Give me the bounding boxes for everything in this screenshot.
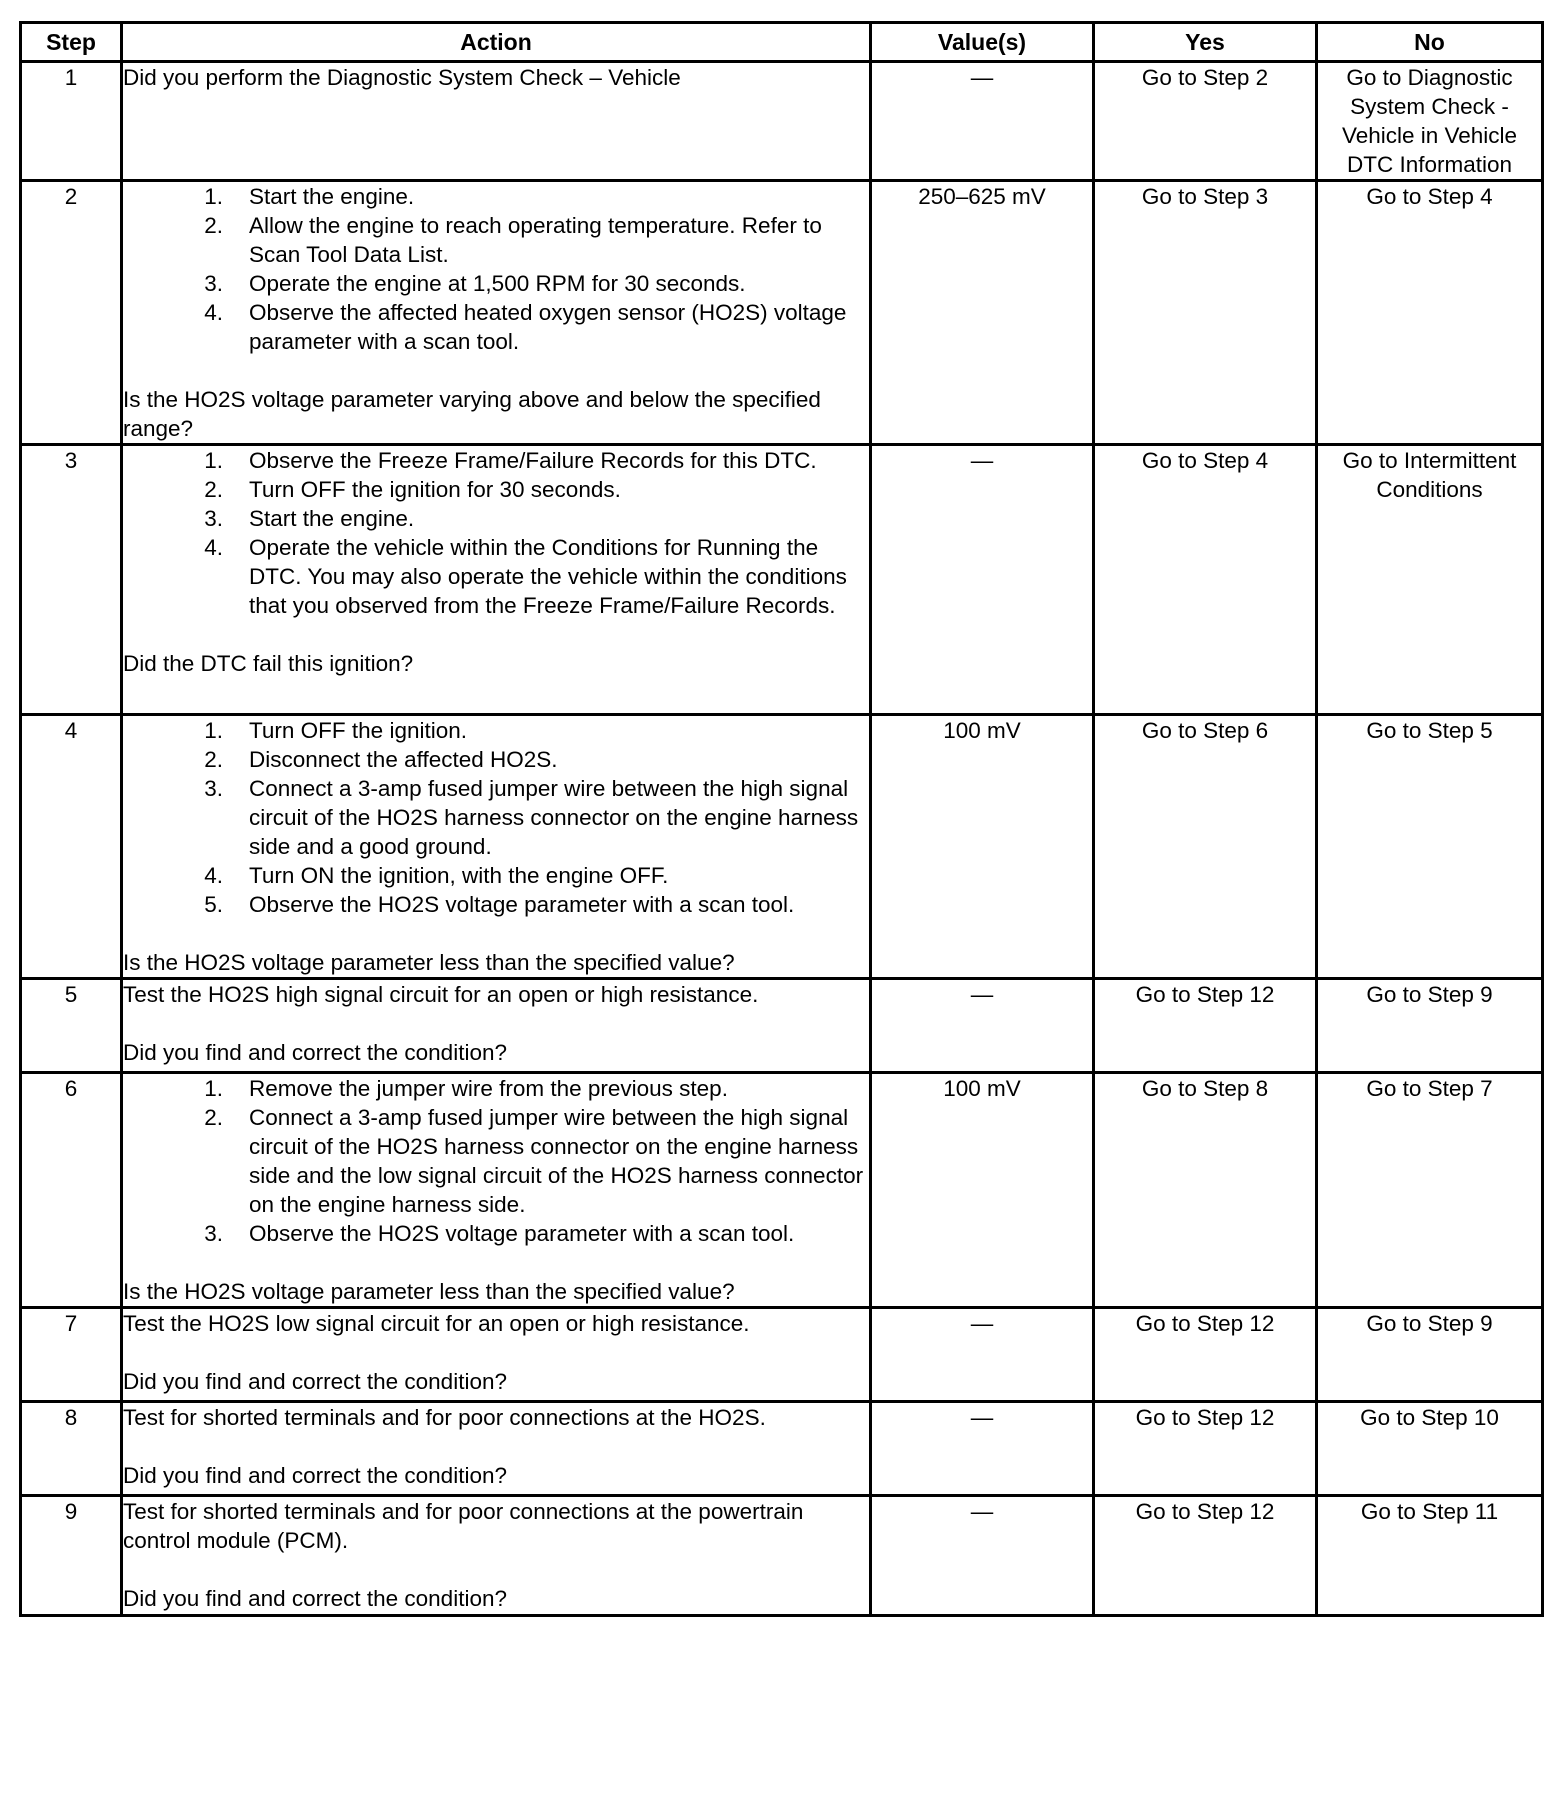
- value-cell: 100 mV: [871, 715, 1094, 979]
- action-question: Is the HO2S voltage parameter less than the specified value?: [123, 1279, 735, 1304]
- action-step-item: 3. Observe the HO2S voltage parameter with a scan tool.: [204, 1221, 795, 1246]
- table-row: [21, 1496, 1543, 1616]
- value-cell: —: [871, 979, 1094, 1073]
- no-cell: Go to Step 7: [1317, 1073, 1543, 1308]
- table-row: [21, 445, 1543, 715]
- action-cell: [122, 715, 871, 979]
- yes-cell: Go to Step 12: [1094, 1496, 1317, 1616]
- action-question: Did the DTC fail this ignition?: [123, 651, 414, 676]
- step-number: 2: [21, 181, 122, 445]
- header-values: Value(s): [871, 23, 1094, 62]
- action-cell: [122, 1402, 871, 1496]
- action-question: Did you find and correct the condition?: [123, 1463, 507, 1488]
- step-number: 4: [21, 715, 122, 979]
- action-intro: Test the HO2S high signal circuit for an open or high resistance.: [123, 982, 759, 1007]
- no-cell: Go to Intermittent Conditions: [1317, 445, 1543, 715]
- step-number: 5: [21, 979, 122, 1073]
- action-step-item: 1. Start the engine.: [204, 184, 415, 209]
- header-yes: Yes: [1094, 23, 1317, 62]
- yes-cell: Go to Step 3: [1094, 181, 1317, 445]
- action-step-item: 4. Observe the affected heated oxygen sensor (HO2S) voltage parameter with a scan tool.: [204, 300, 847, 354]
- yes-cell: Go to Step 12: [1094, 1308, 1317, 1402]
- action-step-item: 1. Observe the Freeze Frame/Failure Records for this DTC.: [204, 448, 817, 473]
- no-cell: Go to Step 10: [1317, 1402, 1543, 1496]
- action-step-item: 4. Operate the vehicle within the Conditions for Running the DTC. You may also operate the vehicle within the conditions that you observed from the Freeze Frame/Failure Records.: [204, 535, 847, 618]
- value-cell: 250–625 mV: [871, 181, 1094, 445]
- action-steps: [123, 182, 869, 356]
- action-steps: [123, 446, 869, 620]
- action-step-item: 4. Turn ON the ignition, with the engine OFF.: [204, 863, 669, 888]
- step-number: 1: [21, 62, 122, 181]
- action-cell: [122, 445, 871, 715]
- no-cell: Go to Diagnostic System Check - Vehicle in Vehicle DTC Information: [1317, 62, 1543, 181]
- header-row: [21, 23, 1543, 62]
- action-question: Is the HO2S voltage parameter less than the specified value?: [123, 950, 735, 975]
- diagnostic-table: [19, 21, 1544, 1617]
- action-steps: [123, 1074, 869, 1248]
- action-intro: Did you perform the Diagnostic System Check – Vehicle: [123, 65, 681, 90]
- no-cell: Go to Step 9: [1317, 1308, 1543, 1402]
- table-row: [21, 62, 1543, 181]
- step-number: 6: [21, 1073, 122, 1308]
- no-cell: Go to Step 11: [1317, 1496, 1543, 1616]
- no-cell: Go to Step 4: [1317, 181, 1543, 445]
- action-cell: [122, 181, 871, 445]
- action-step-item: 2. Turn OFF the ignition for 30 seconds.: [204, 477, 621, 502]
- table-row: [21, 715, 1543, 979]
- yes-cell: Go to Step 12: [1094, 1402, 1317, 1496]
- action-step-item: 1. Remove the jumper wire from the previous step.: [204, 1076, 728, 1101]
- action-step-item: 2. Connect a 3-amp fused jumper wire between the high signal circuit of the HO2S harness connector on the engine harness side and the low signal circuit of the HO2S harness connector on the engine harness side.: [204, 1105, 864, 1217]
- value-cell: —: [871, 445, 1094, 715]
- action-step-item: 3. Start the engine.: [204, 506, 415, 531]
- yes-cell: Go to Step 2: [1094, 62, 1317, 181]
- value-cell: —: [871, 62, 1094, 181]
- value-cell: —: [871, 1402, 1094, 1496]
- action-question: Did you find and correct the condition?: [123, 1586, 507, 1611]
- action-question: Is the HO2S voltage parameter varying above and below the specified range?: [123, 387, 821, 441]
- table-row: [21, 181, 1543, 445]
- action-step-item: 3. Connect a 3-amp fused jumper wire between the high signal circuit of the HO2S harness connector on the engine harness side and a good ground.: [204, 776, 859, 859]
- no-cell: Go to Step 5: [1317, 715, 1543, 979]
- no-cell: Go to Step 9: [1317, 979, 1543, 1073]
- action-cell: [122, 1496, 871, 1616]
- action-step-item: 1. Turn OFF the ignition.: [204, 718, 468, 743]
- step-number: 7: [21, 1308, 122, 1402]
- table-row: [21, 1402, 1543, 1496]
- step-number: 8: [21, 1402, 122, 1496]
- action-intro: Test the HO2S low signal circuit for an open or high resistance.: [123, 1311, 750, 1336]
- header-no: No: [1317, 23, 1543, 62]
- step-number: 3: [21, 445, 122, 715]
- header-step: Step: [21, 23, 122, 62]
- action-step-item: 5. Observe the HO2S voltage parameter with a scan tool.: [204, 892, 795, 917]
- value-cell: —: [871, 1496, 1094, 1616]
- value-cell: 100 mV: [871, 1073, 1094, 1308]
- table-row: [21, 1308, 1543, 1402]
- yes-cell: Go to Step 12: [1094, 979, 1317, 1073]
- yes-cell: Go to Step 8: [1094, 1073, 1317, 1308]
- action-cell: [122, 1308, 871, 1402]
- table-row: [21, 979, 1543, 1073]
- action-intro: Test for shorted terminals and for poor connections at the HO2S.: [123, 1405, 766, 1430]
- yes-cell: Go to Step 4: [1094, 445, 1317, 715]
- action-cell: [122, 62, 871, 181]
- yes-cell: Go to Step 6: [1094, 715, 1317, 979]
- value-cell: —: [871, 1308, 1094, 1402]
- action-step-item: 2. Disconnect the affected HO2S.: [204, 747, 558, 772]
- action-step-item: 3. Operate the engine at 1,500 RPM for 30 seconds.: [204, 271, 746, 296]
- action-step-item: 2. Allow the engine to reach operating temperature. Refer to Scan Tool Data List.: [204, 213, 822, 267]
- action-intro: Test for shorted terminals and for poor connections at the powertrain control module (PCM).: [123, 1499, 804, 1553]
- action-question: Did you find and correct the condition?: [123, 1369, 507, 1394]
- action-question: Did you find and correct the condition?: [123, 1040, 507, 1065]
- action-cell: [122, 1073, 871, 1308]
- table-row: [21, 1073, 1543, 1308]
- action-cell: [122, 979, 871, 1073]
- action-steps: [123, 716, 869, 919]
- step-number: 9: [21, 1496, 122, 1616]
- header-action: Action: [122, 23, 871, 62]
